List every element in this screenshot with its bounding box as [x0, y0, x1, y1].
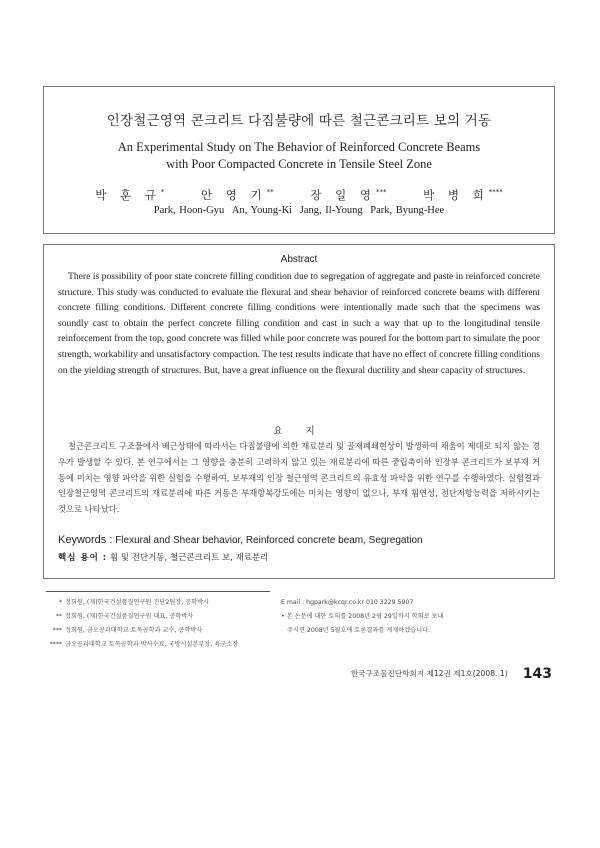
author-en: Park, Byung-Hee [370, 205, 445, 216]
paper-title-ko: 인장철근영역 콘크리트 다짐불량에 따른 철근콘크리트 보의 거동 [106, 113, 492, 129]
paper-title-en-line2: with Poor Compacted Concrete in Tensile Steel Zone [166, 157, 432, 171]
keywords-value: Flexural and Shear behavior, Reinforced concrete beam, Segregation [115, 535, 423, 546]
keywords-ko [58, 551, 268, 563]
keywords-label: Keywords : [58, 534, 113, 546]
authors-en [44, 205, 554, 216]
keywords-ko-label: 핵심 용어 : [58, 553, 108, 563]
footnote: ** 정회원, (재)한국건설품질연구원 대표, 공학박사 [55, 613, 194, 620]
author-ko: 안 영 기** [201, 188, 274, 202]
footnotes-contact [281, 596, 551, 638]
footnote: **** 금오공과대학교 토목공학과 박사수료, 국방시설본부장, 육군소장 [49, 641, 239, 648]
author-ko: 박 병 희**** [423, 188, 503, 202]
page-number: 143 [522, 665, 552, 682]
footnote: *** 정회원, 금오공과대학교 토목공학과 교수, 공학박사 [52, 627, 203, 634]
footnote: * 정회원, (재)한국건설품질연구원 진단2팀장, 공학박사 [58, 599, 210, 606]
title-box [43, 86, 555, 234]
summary-heading-ko: 요 지 [273, 426, 325, 437]
footnote-discussion: • 본 논문에 대한 토의를 2008년 2월 29일까지 학회로 보내 [281, 613, 444, 620]
author-en: Jang, Il-Young [299, 205, 363, 216]
abstract-box [43, 244, 555, 579]
author-ko: 박 훈 규* [95, 188, 165, 202]
footnote-discussion: 주시면 2008년 5월호에 토론결과를 게재하겠습니다. [287, 627, 431, 634]
abstract-text: There is possibility of poor state concrete filling condition due to segregation of aggregate and paste in reinforced concrete structure. This study was conducted to evaluate the flexural and shear behavior of reinforced concrete beams with different concrete filling conditions. Different concrete filling conditions were intentionally made such that the specimens was soundly cast to obtain the perfect concrete filling condition and cast in such a way that up to the longitudinal tensile reinforcement from the top, good concrete was filled while poor concrete was poured for the bottom part to simulate the poor strength, workability and unsatisfactory compaction. The test results indicate that have no effect of concrete filling conditions on the yielding strength of structures. But, have a great influence on the flexural ductility and shear capacity of structures. [58, 271, 540, 376]
paper-title-en-line1: An Experimental Study on The Behavior of Reinforced Concrete Beams [117, 140, 481, 154]
footnotes-affiliations [46, 596, 296, 652]
abstract-heading: Abstract [280, 254, 318, 265]
author-en: An, Young-Ki [231, 205, 293, 216]
summary-text-ko: 철근콘크리트 구조물에서 배근상태에 따라서는 다짐불량에 의한 재료분리 및 골재폐쇄현상이 발생하여 채움이 제대로 되지 않는 경우가 발생할 수 있다. 본 연구에서는 그 영향을 충분히 고려하지 않고 있는 재료분리에 따른 중립축이하 인장부 콘크리트가 보부재 거동에 미치는 영향 파악을 위한 실험을 수행하여, 보부재의 인장 철근영역 콘크리트의 유효성 파악을 위한 연구를 수행하였다. 실험결과 인장철근영역 콘크리트의 재료분리에 따른 거동은 부재항복강도에는 미치는 영향이 없으나, 부재 휨연성, 전단저항능력을 저하시키는 것으로 나타났다. [58, 441, 540, 515]
author-ko: 장 일 영*** [310, 188, 387, 202]
keywords [58, 534, 423, 546]
journal-citation: 한국구조물진단학회지 제12권 제1호(2008. 1) [350, 669, 508, 678]
footnote-email: E mail : hgpark@kcqr.co.kr 010 3229 5907 [281, 599, 414, 606]
authors-ko [44, 187, 554, 203]
paper-title-en [44, 139, 554, 173]
author-en: Park, Hoon-Gyu [153, 205, 225, 216]
footnote-divider [46, 591, 270, 592]
page-footer [351, 663, 552, 682]
keywords-ko-value: 휨 및 전단거동, 철근콘크리트 보, 재료분리 [109, 553, 269, 563]
